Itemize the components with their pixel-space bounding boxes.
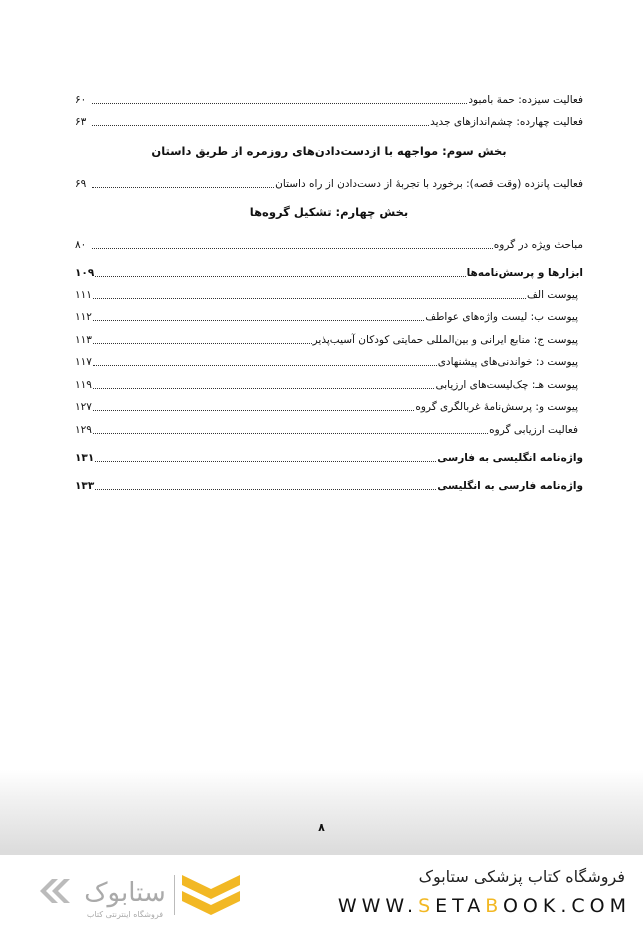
toc-entry[interactable] <box>75 372 578 392</box>
entry-page: ۱۱۳ <box>75 334 92 346</box>
url-part: OOK.COM <box>502 895 631 917</box>
dot-leader <box>93 365 437 366</box>
page-number: ۸ <box>318 821 325 834</box>
entry-page: ۱۱۹ <box>75 379 92 391</box>
entry-title: ابزارها و پرسش‌نامه‌ها <box>466 267 583 279</box>
dot-leader <box>93 388 435 389</box>
book-chevron-icon <box>182 875 240 915</box>
toc-entry-glossary[interactable] <box>75 445 583 465</box>
entry-title: مباحث ویژه در گروه <box>493 239 583 251</box>
toc-entry[interactable] <box>75 171 583 191</box>
dot-leader <box>93 410 414 411</box>
toc-entry[interactable] <box>75 349 578 369</box>
entry-title: پیوست د: خواندنی‌های پیشنهادی <box>437 356 578 368</box>
logo-tagline: فروشگاه اینترنتی کتاب <box>86 910 164 919</box>
setabook-logo <box>30 867 250 922</box>
url-part: WWW. <box>337 895 419 917</box>
entry-title: فعالیت ارزیابی گروه <box>489 424 578 436</box>
store-url[interactable] <box>338 895 631 917</box>
toc-entry[interactable] <box>75 417 578 437</box>
url-part: B <box>485 895 503 917</box>
entry-page: ۱۱۷ <box>75 356 92 368</box>
entry-page: ۸۰ <box>75 239 87 251</box>
url-part: ETA <box>435 895 486 917</box>
entry-title: واژه‌نامه فارسی به انگلیسی <box>437 480 583 492</box>
footer-banner <box>0 855 643 926</box>
toc-entry[interactable] <box>75 109 583 129</box>
entry-title: پیوست و: پرسش‌نامهٔ غربالگری گروه <box>415 401 578 413</box>
entry-title: فعالیت سیزده: حمة بامبود <box>468 94 583 106</box>
entry-page: ۱۲۷ <box>75 401 92 413</box>
toc-entry-glossary[interactable] <box>75 473 583 493</box>
toc-entry[interactable] <box>75 304 578 324</box>
store-name: فروشگاه کتاب پزشکی ستابوک <box>418 867 625 886</box>
entry-title: پیوست هـ: چک‌لیست‌های ارزیابی <box>435 379 578 391</box>
toc-entry-tools[interactable] <box>75 260 583 280</box>
url-part: S <box>418 895 436 917</box>
chevrons-icon <box>40 879 70 903</box>
entry-page: ۱۲۹ <box>75 424 92 436</box>
dot-leader <box>95 461 436 462</box>
entry-page: ۱۱۲ <box>75 311 92 323</box>
dot-leader <box>93 320 424 321</box>
dot-leader <box>95 489 436 490</box>
entry-page: ۱۱۱ <box>75 289 92 301</box>
entry-page: ۶۹ <box>75 178 87 190</box>
logo-text: ستابوک <box>84 878 166 908</box>
dot-leader <box>93 343 312 344</box>
entry-title: فعالیت پانزده (وقت قصه): برخورد با تجربهٔ از دست‌دادن از راه داستان <box>275 178 583 190</box>
entry-page: ۱۳۳ <box>75 480 95 492</box>
toc-entry[interactable] <box>75 232 583 252</box>
entry-title: پیوست الف <box>527 289 578 301</box>
section-heading: بخش چهارم: تشکیل گروه‌ها <box>249 205 409 219</box>
dot-leader <box>93 433 488 434</box>
entry-page: ۶۳ <box>75 116 87 128</box>
section-heading: بخش سوم: مواجهه با ازدست‌دادن‌های روزمره از طریق داستان <box>151 144 507 158</box>
dot-leader <box>92 103 467 104</box>
entry-title: پیوست ب: لیست واژه‌های عواطف <box>425 311 578 323</box>
entry-title: پیوست ج: منابع ایرانی و بین‌المللی حمایتی کودکان آسیب‌پذیر <box>312 334 578 346</box>
entry-page: ۱۰۹ <box>75 267 95 279</box>
toc-entry[interactable] <box>75 282 578 302</box>
toc-entry[interactable] <box>75 394 578 414</box>
entry-page: ۶۰ <box>75 94 87 106</box>
entry-title: واژه‌نامه انگلیسی به فارسی <box>437 452 583 464</box>
toc-entry[interactable] <box>75 327 578 347</box>
dot-leader <box>92 125 429 126</box>
dot-leader <box>95 276 465 277</box>
entry-page: ۱۳۱ <box>75 452 95 464</box>
entry-title: فعالیت چهارده: چشم‌اندازهای جدید <box>430 116 583 128</box>
dot-leader <box>93 298 526 299</box>
dot-leader <box>92 248 493 249</box>
toc-entry[interactable] <box>75 87 583 107</box>
dot-leader <box>92 187 274 188</box>
